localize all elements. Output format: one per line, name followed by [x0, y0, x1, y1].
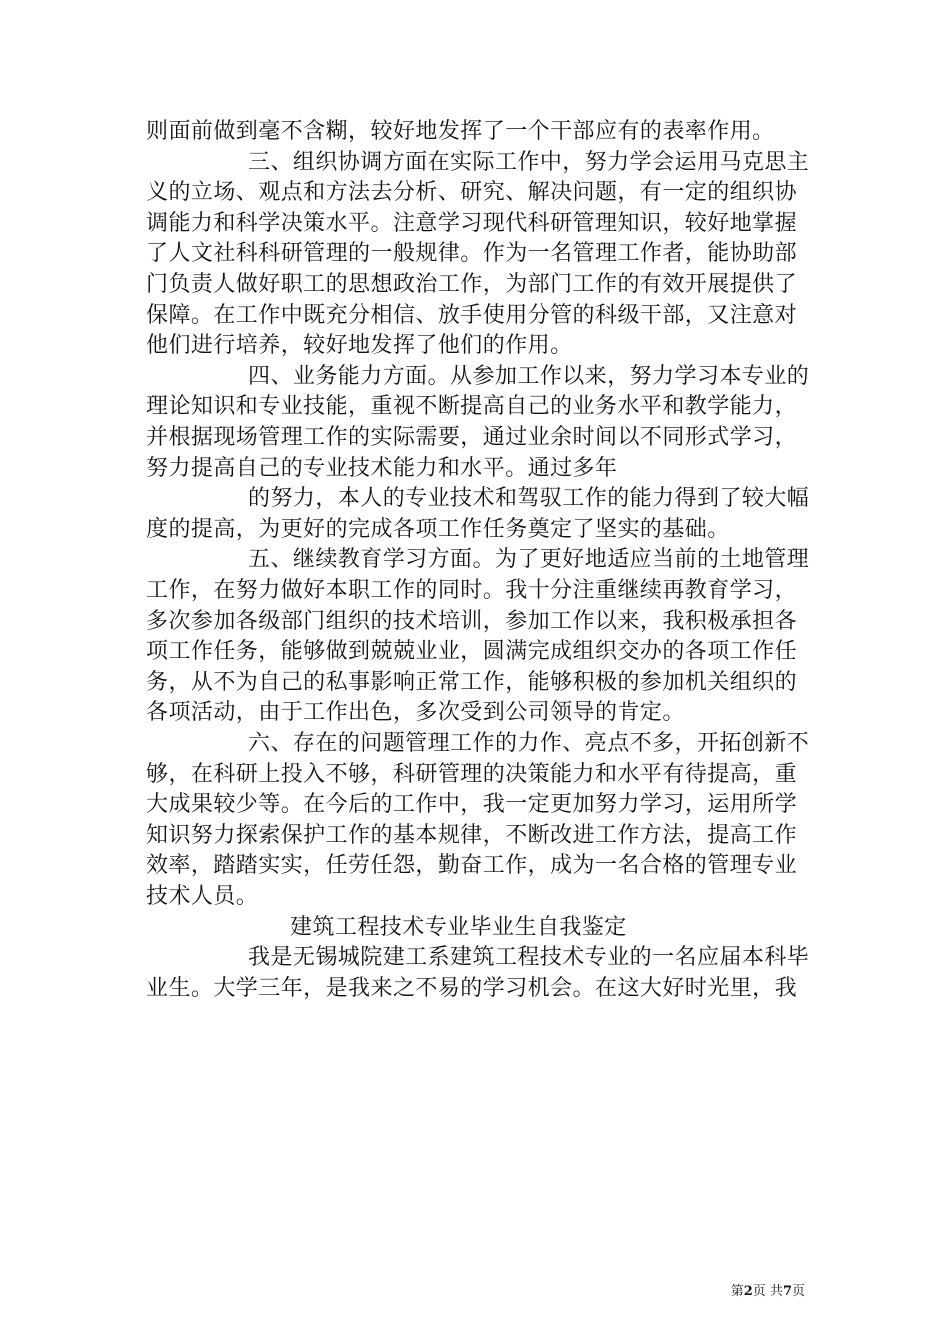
- text-line: 务，从不为自己的私事影响正常工作，能够积极的参加机关组织的: [146, 670, 798, 695]
- text-line: 他们进行培养，较好地发挥了他们的作用。: [146, 333, 573, 358]
- text-line: 努力提高自己的专业技术能力和水平。通过多年: [146, 456, 618, 481]
- text-line: 门负责人做好职工的思想政治工作，为部门工作的有效开展提供了: [146, 272, 798, 297]
- paragraph-start-line: 五、继续教育学习方面。为了更好地适应当前的土地管理: [248, 547, 810, 572]
- paragraph-start-line: 四、业务能力方面。从参加工作以来，努力学习本专业的: [248, 364, 810, 389]
- text-line: 理论知识和专业技能，重视不断提高自己的业务水平和教学能力，: [146, 394, 798, 419]
- text-line: 了人文社科科研管理的一般规律。作为一名管理工作者，能协助部: [146, 241, 798, 266]
- text-line: 义的立场、观点和方法去分析、研究、解决问题，有一定的组织协: [146, 180, 798, 205]
- text-line: 大成果较少等。在今后的工作中，我一定更加努力学习，运用所学: [146, 792, 798, 817]
- text-line: 各项活动，由于工作出色，多次受到公司领导的肯定。: [146, 700, 685, 725]
- text-line: 度的提高，为更好的完成各项工作任务奠定了坚实的基础。: [146, 517, 730, 542]
- footer: [731, 1284, 805, 1300]
- paragraph-start-line: 我是无锡城院建工系建筑工程技术专业的一名应届本科毕: [248, 945, 810, 970]
- text-line: 多次参加各级部门组织的技术培训，参加工作以来，我积极承担各: [146, 609, 798, 634]
- text-line: 保障。在工作中既充分相信、放手使用分管的科级干部，又注意对: [146, 303, 798, 328]
- footer-middle: 页 共: [752, 1284, 783, 1299]
- text-line: 技术人员。: [146, 884, 259, 909]
- text-line: 工作，在努力做好本职工作的同时。我十分注重继续再教育学习，: [146, 578, 798, 603]
- text-line: 并根据现场管理工作的实际需要，通过业余时间以不同形式学习，: [146, 425, 798, 450]
- paragraph-start-line: 的努力，本人的专业技术和驾驭工作的能力得到了较大幅: [248, 486, 810, 511]
- text-line: 效率，踏踏实实，任劳任怨，勤奋工作，成为一名合格的管理专业: [146, 853, 798, 878]
- text-line: 项工作任务，能够做到兢兢业业，圆满完成组织交办的各项工作任: [146, 639, 798, 664]
- footer-suffix: 页: [791, 1284, 805, 1299]
- text-line: 知识努力探索保护工作的基本规律，不断改进工作方法，提高工作: [146, 823, 798, 848]
- section-heading: 建筑工程技术专业毕业生自我鉴定: [290, 915, 627, 940]
- text-line: 则面前做到毫不含糊，较好地发挥了一个干部应有的表率作用。: [146, 119, 775, 144]
- footer-page-number: 2: [743, 1284, 753, 1299]
- paragraph-start-line: 六、存在的问题管理工作的力作、亮点不多，开拓创新不: [248, 731, 810, 756]
- footer-prefix: 第: [730, 1284, 744, 1299]
- paragraph-start-line: 三、组织协调方面在实际工作中，努力学会运用马克思主: [248, 150, 810, 175]
- text-line: 业生。大学三年，是我来之不易的学习机会。在这大好时光里，我: [146, 976, 798, 1001]
- text-line: 调能力和科学决策水平。注意学习现代科研管理知识，较好地掌握: [146, 211, 798, 236]
- footer-total-pages: 7: [782, 1284, 792, 1299]
- text-line: 够，在科研上投入不够，科研管理的决策能力和水平有待提高，重: [146, 762, 798, 787]
